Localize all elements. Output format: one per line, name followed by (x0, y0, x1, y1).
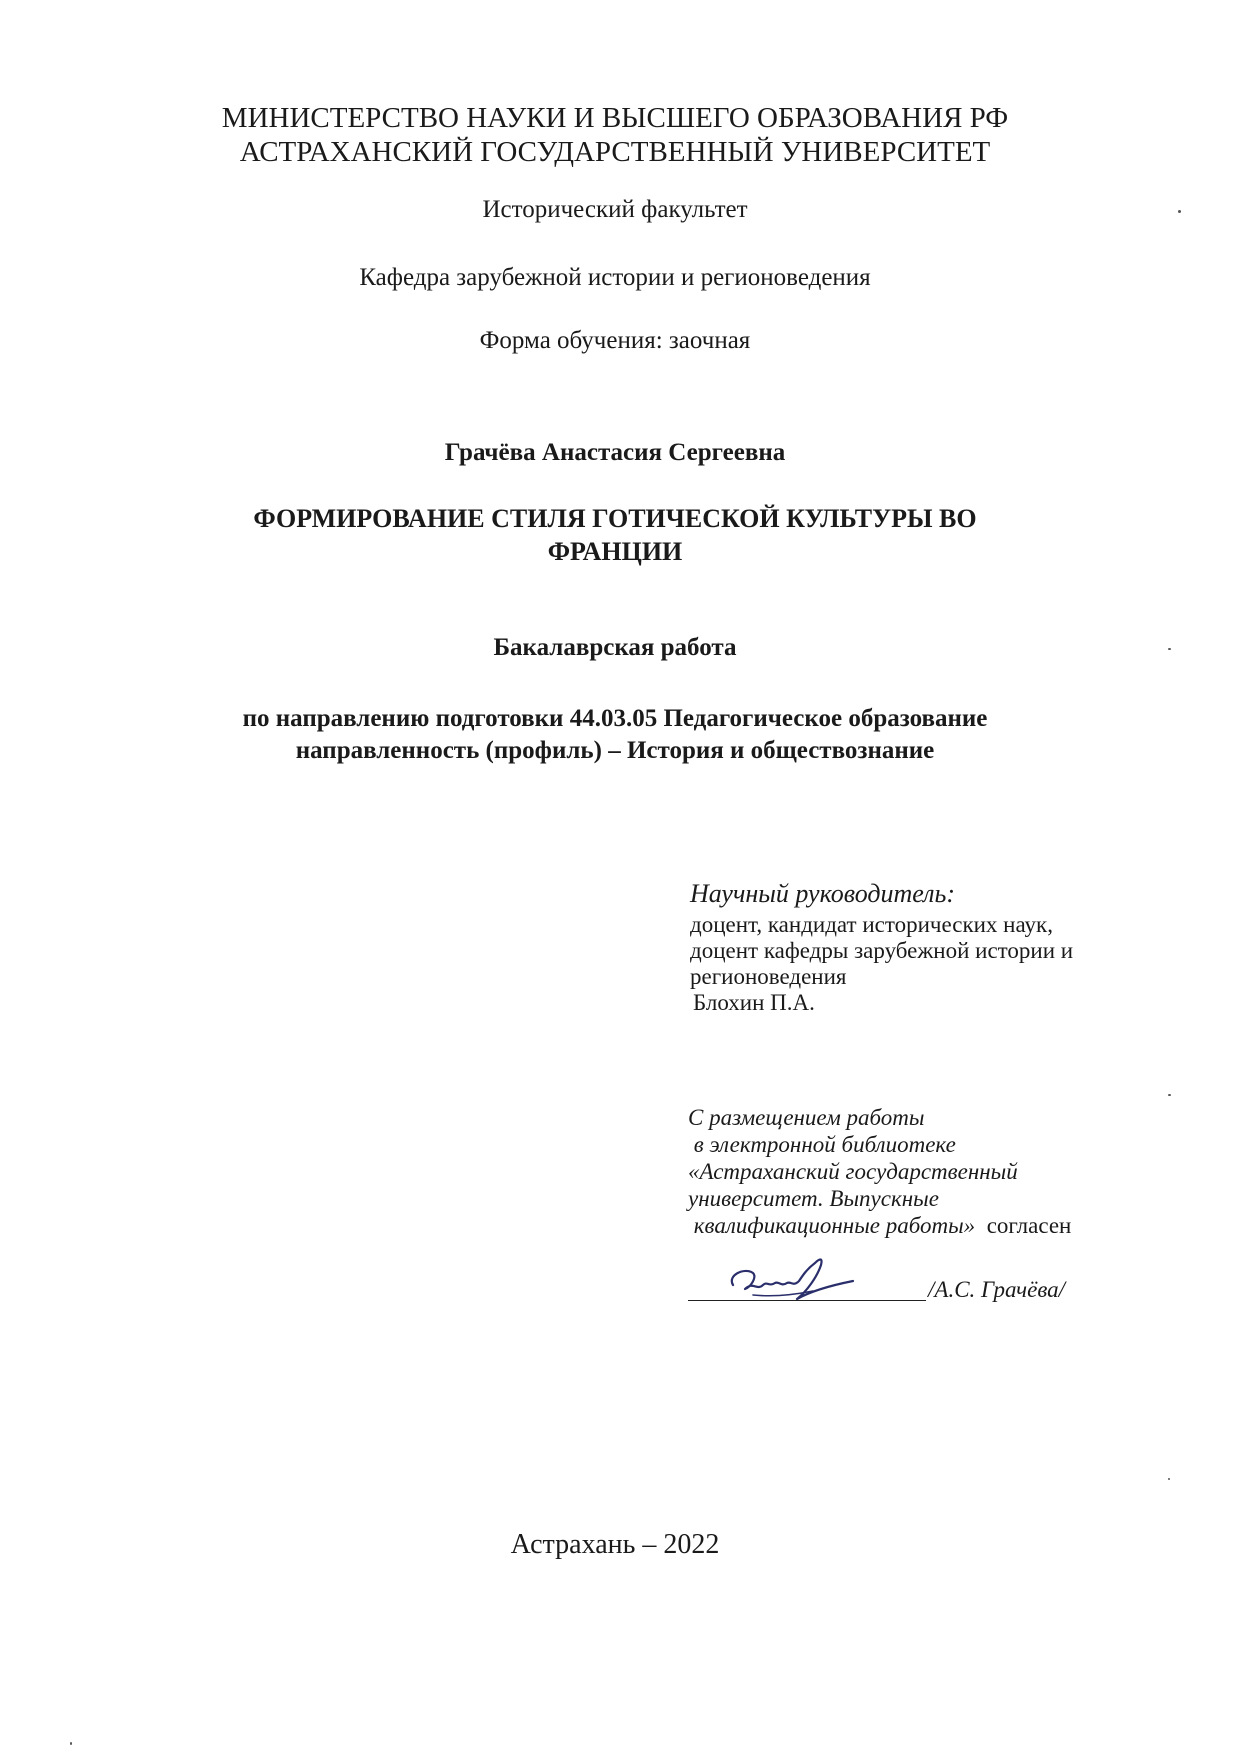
consent-line3: «Астраханский государственный (688, 1159, 1018, 1184)
scan-speck (1168, 1478, 1170, 1480)
faculty-name: Исторический факультет (482, 196, 748, 223)
ministry-heading: МИНИСТЕРСТВО НАУКИ И ВЫСШЕГО ОБРАЗОВАНИЯ РФ (221, 102, 1009, 134)
thesis-title-line1: ФОРМИРОВАНИЕ СТИЛЯ ГОТИЧЕСКОЙ КУЛЬТУРЫ ВО (253, 504, 977, 533)
consent-block (688, 1104, 1188, 1239)
direction-line2: направленность (профиль) – История и обществознание (295, 737, 935, 764)
direction-line1: по направлению подготовки 44.03.05 Педагогическое образование (242, 705, 988, 732)
consent-line5 (688, 1212, 1188, 1239)
signature-row (688, 1265, 1148, 1305)
handwritten-signature (723, 1251, 863, 1311)
scan-speck (1168, 1094, 1171, 1096)
consent-line1: С размещением работы (688, 1105, 925, 1130)
university-heading: АСТРАХАНСКИЙ ГОСУДАРСТВЕННЫЙ УНИВЕРСИТЕТ (239, 136, 991, 168)
scan-speck (70, 1742, 72, 1745)
supervisor-degree: доцент, кандидат исторических наук, (690, 912, 1053, 937)
work-type: Бакалаврская работа (493, 634, 737, 661)
supervisor-position-cont: регионоведения (690, 964, 847, 989)
thesis-title-line2: ФРАНЦИИ (547, 537, 683, 566)
supervisor-position: доцент кафедры зарубежной истории и (690, 938, 1074, 963)
consent-line4: университет. Выпускные (688, 1186, 939, 1211)
consent-agree: согласен (975, 1213, 1072, 1238)
supervisor-label: Научный руководитель: (690, 879, 956, 908)
city-year: Астрахань – 2022 (510, 1529, 720, 1560)
supervisor-name: Блохин П.А. (693, 990, 815, 1015)
study-form: Форма обучения: заочная (479, 327, 751, 354)
consent-line5-italic: квалификационные работы» (688, 1213, 976, 1238)
department-name: Кафедра зарубежной истории и регионоведения (359, 264, 871, 291)
consent-line2: в электронной библиотеке (688, 1132, 956, 1157)
supervisor-block (690, 878, 1170, 1016)
scan-speck (1168, 648, 1171, 650)
signature-name: /А.С. Грачёва/ (928, 1277, 1066, 1302)
author-name: Грачёва Анастасия Сергеевна (444, 439, 786, 466)
scan-speck (1178, 210, 1181, 213)
